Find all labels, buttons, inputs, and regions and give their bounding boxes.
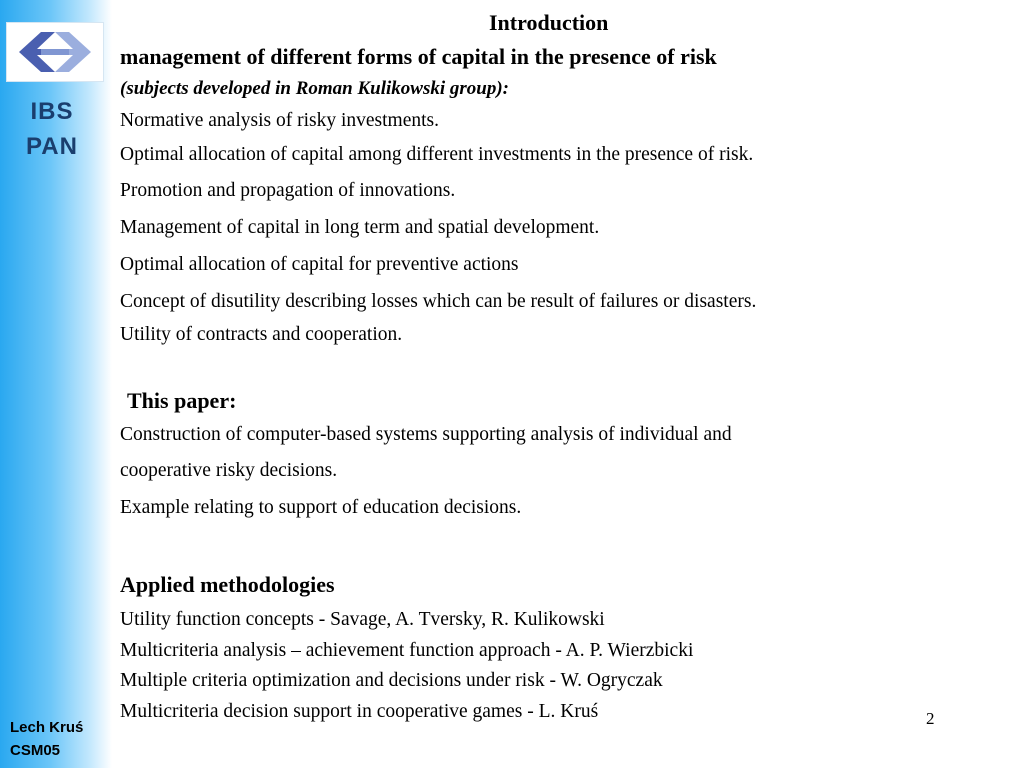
methods-heading: Applied methodologies — [120, 572, 335, 597]
page-number: 2 — [926, 709, 935, 728]
conference-label: CSM05 — [10, 742, 61, 759]
method-item: Multicriteria decision support in cooperative games - L. Kruś — [120, 701, 599, 722]
logo-text-ibs: IBS — [30, 98, 74, 125]
topic-item: Management of capital in long term and spatial development. — [120, 217, 600, 238]
paper-item: cooperative risky decisions. — [120, 460, 338, 481]
method-item: Utility function concepts - Savage, A. Tversky, R. Kulikowski — [120, 609, 605, 630]
topic-item: Utility of contracts and cooperation. — [120, 324, 403, 345]
slide-subtitle: management of different forms of capital in the presence of risk — [120, 44, 717, 69]
slide-title: Introduction — [489, 10, 609, 35]
topic-item: Normative analysis of risky investments. — [120, 110, 439, 131]
method-item: Multicriteria analysis – achievement function approach - A. P. Wierzbicki — [120, 640, 694, 661]
topic-item: Promotion and propagation of innovations. — [120, 180, 456, 201]
group-note: (subjects developed in Roman Kulikowski group): — [120, 78, 509, 99]
arrows-logo-icon — [7, 23, 103, 81]
paper-item: Example relating to support of education decisions. — [120, 497, 522, 518]
paper-heading: This paper: — [127, 388, 237, 413]
sidebar — [0, 0, 112, 768]
ibs-pan-logo — [6, 22, 104, 82]
paper-item: Construction of computer-based systems supporting analysis of individual and — [120, 424, 732, 445]
method-item: Multiple criteria optimization and decisions under risk - W. Ogryczak — [120, 670, 663, 691]
author-name: Lech Kruś — [10, 719, 84, 736]
topic-item: Concept of disutility describing losses which can be result of failures or disasters. — [120, 291, 757, 312]
logo-text-pan: PAN — [26, 133, 78, 160]
topic-item: Optimal allocation of capital for preventive actions — [120, 254, 519, 275]
topic-item: Optimal allocation of capital among different investments in the presence of risk. — [120, 144, 754, 165]
